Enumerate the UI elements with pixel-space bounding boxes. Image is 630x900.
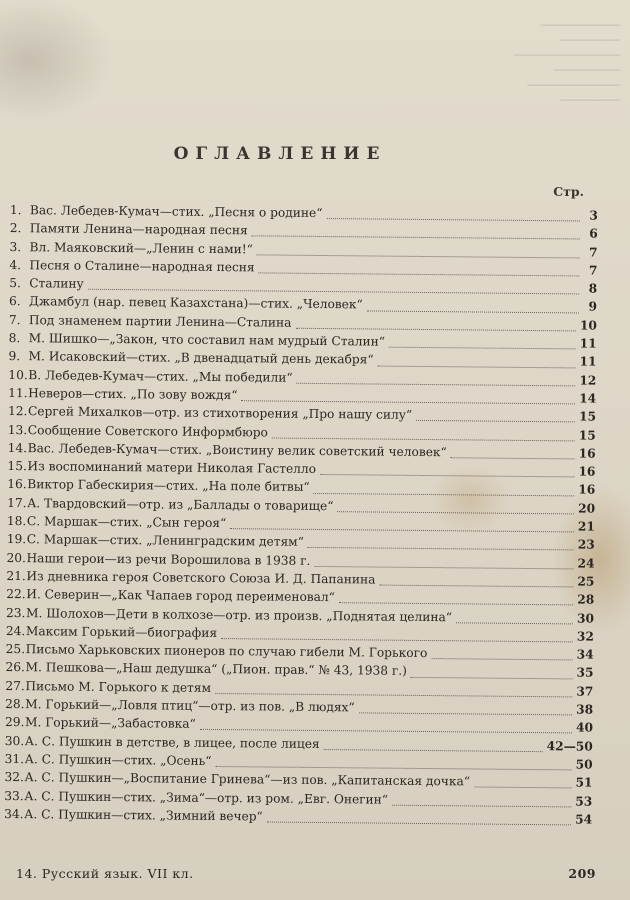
toc-entry-title: Сталину [29,276,84,291]
toc-entry-number: 32. [4,770,24,785]
toc-entry-page: 15 [578,428,596,443]
toc-entry-page: 10 [579,318,597,333]
toc-dot-leader [474,786,572,789]
toc-entry-number: 19. [6,532,27,547]
toc-dot-leader [456,621,573,624]
toc-dot-leader [314,565,573,569]
toc-entry-page: 6 [589,226,598,241]
toc-entry-number: 10. [8,367,28,382]
toc-dot-leader [367,309,579,313]
toc-entry-number: 7. [8,312,21,327]
toc-entry-number: 9. [8,349,21,364]
page-column-label: Стр. [553,184,584,199]
toc-entry-page: 34 [576,647,594,662]
toc-dot-leader [200,728,572,734]
toc-entry-page: 20 [578,501,596,516]
toc-entry-number: 17. [7,495,27,510]
toc-dot-leader [378,364,576,368]
toc-entry-page: 50 [575,757,593,772]
toc-entry-page: 37 [576,684,594,699]
toc-entry-title: Памяти Ленина—народная песня [29,221,248,238]
toc-entry-page: 24 [577,556,595,571]
toc-dot-leader [259,271,580,276]
toc-dot-leader [241,399,575,404]
toc-entry-title: Сергей Михалков—отр. из стихотворения „Про нашу силу“ [27,404,413,423]
signature-mark: 14. Русский язык. VII кл. [16,866,194,881]
toc-entry-number: 23. [6,605,26,620]
toc-entry-page: 16 [578,464,596,479]
toc-dot-leader [326,217,579,221]
toc-dot-leader [411,675,573,679]
toc-entry-page: 38 [576,702,594,717]
toc-entry-title: А. С. Пушкин—стих. „Зимний вечер“ [24,806,263,824]
toc-entry-title: С. Маршак—стих. „Ленинградским детям“ [26,532,304,550]
toc-entry-page: 30 [577,610,595,626]
toc-entry-title: Из дневника героя Советского Союза И. Д. Папанина [26,569,376,587]
toc-entry-number: 16. [7,477,27,492]
toc-dot-leader [267,820,571,825]
toc-entry-title: А. С. Пушкин—„Воспитание Гринева“—из пов. „Капитанская дочка“ [24,770,471,789]
toc-dot-leader [257,253,580,258]
toc-entry-title: М. Шишко—„Закон, что составил нам мудрый Сталин“ [28,331,386,349]
toc-entry-title: М. Шолохов—Дети в колхозе—отр. из произв. „Поднятая целина“ [26,605,453,624]
toc-dot-leader [230,527,574,532]
toc-entry-number: 12. [7,404,28,419]
toc-entry-number: 8. [8,331,21,346]
toc-entry-number: 30. [4,733,25,748]
toc-entry-page: 28 [577,592,595,607]
table-of-contents [4,203,598,831]
toc-entry-page: 16 [578,446,596,461]
toc-entry-page: 7 [588,263,598,278]
toc-dot-leader [389,346,576,350]
toc-entry-number: 34. [4,806,24,821]
toc-entry-number: 28. [5,696,25,712]
toc-entry-title: Песня о Сталине—народная песня [29,258,255,275]
toc-dot-leader [308,546,574,551]
toc-entry-number: 3. [9,239,22,254]
toc-entry-number: 14. [7,440,28,456]
toc-entry-number: 13. [7,422,28,437]
toc-dot-leader [451,456,575,459]
toc-dot-leader [359,712,573,716]
toc-entry-title: Неверов—стих. „По зову вождя“ [28,386,238,403]
toc-entry-page: 8 [588,281,598,296]
toc-entry-page: 21 [577,519,595,534]
toc-entry-title: Сообщение Советского Информбюро [27,422,268,440]
toc-entry-number: 22. [6,587,26,602]
toc-entry-title: М. Исаковский—стих. „В двенадцатый день декабря“ [28,349,374,367]
toc-entry-page: 9 [588,300,598,315]
toc-entry-page: 35 [576,665,594,681]
toc-entry-title: Письмо Харьковских пионеров по случаю гибели М. Горького [25,642,428,661]
bleed-through-text: ──────────── ───────── ──────────────── ────────── ────────────── ───────── [514,19,620,107]
toc-entry-title: Под знаменем партии Ленина—Сталина [28,312,292,330]
toc-dot-leader [416,419,575,423]
toc-entry-title: А. С. Пушкин—стих. „Зима“—отр. из ром. „Евг. Онегин“ [24,788,389,807]
toc-entry-title: М. Пешкова—„Наш дедушка“ („Пион. прав.“ № 43, 1938 г.) [25,660,408,679]
toc-entry-page: 54 [575,812,593,827]
toc-entry-number: 15. [7,459,27,474]
toc-dot-leader [392,803,571,807]
toc-entry-page: 16 [578,482,596,498]
toc-entry-title: Из воспоминаний матери Николая Гастелло [27,459,317,477]
toc-entry-page: 25 [577,574,595,589]
toc-entry-title: М. Горький—„Забастовка“ [24,715,196,732]
toc-entry-number: 1. [9,203,22,218]
toc-entry-title: Максим Горький—биография [25,624,218,640]
toc-dot-leader [272,436,575,441]
toc-entry-title: Вас. Лебедев-Кумач—стих. „Воистину велик советский человек“ [27,441,447,460]
toc-entry-number: 25. [5,642,26,657]
toc-entry-number: 11. [8,385,28,401]
toc-entry-number: 18. [6,514,27,529]
toc-entry-title: С. Маршак—стих. „Сын героя“ [26,514,227,531]
toc-entry-title: Виктор Габескирия—стих. „На поле битвы“ [27,477,310,495]
toc-dot-leader [297,382,576,387]
toc-dot-leader [215,692,572,697]
toc-entry-page: 3 [589,208,598,223]
toc-entry-page: 11 [579,336,597,351]
toc-entry-number: 29. [4,715,25,730]
toc-entry-number: 27. [5,678,25,693]
toc-entry-number: 20. [6,550,27,565]
toc-entry-title: И. Северин—„Как Чапаев город переименовал“ [26,587,336,605]
toc-dot-leader [221,637,573,642]
toc-entry-number: 6. [8,294,21,309]
toc-dot-leader [431,657,572,660]
toc-entry-number: 5. [9,276,21,291]
toc-entry-title: Вл. Маяковский—„Ленин с нами!“ [29,239,253,256]
toc-entry-number: 4. [9,257,22,272]
toc-entry-title: Письмо М. Горького к детям [25,678,212,695]
toc-entry-number: 24. [5,623,26,638]
toc-entry-title: А. С. Пушкин—стих. „Осень“ [24,752,212,768]
toc-entry-page: 15 [578,409,597,424]
toc-entry-title: Джамбул (нар. певец Казахстана)—стих. „Человек“ [28,294,363,312]
toc-entry-title: Наши герои—из речи Ворошилова в 1938 г. [26,550,311,568]
toc-entry-number: 21. [6,568,26,584]
toc-entry-page: 14 [579,391,597,406]
toc-entry-title: М. Горький—„Ловля птиц“—отр. из пов. „В людях“ [25,697,355,715]
toc-dot-leader [324,748,543,752]
toc-dot-leader [320,473,574,477]
toc-entry-page: 23 [577,537,595,552]
toc-entry-number: 33. [4,788,24,803]
page-heading: ОГЛАВЛЕНИЕ [173,144,387,164]
page-number: 209 [568,866,596,881]
toc-dot-leader [314,492,575,497]
toc-dot-leader [339,602,573,606]
toc-entry-title: А. С. Пушкин в детстве, в лицее, после лицея [24,733,320,751]
toc-entry-page: 53 [575,793,593,809]
toc-dot-leader [252,235,580,240]
toc-dot-leader [337,510,574,514]
toc-entry-page: 7 [589,245,598,260]
toc-entry-number: 31. [4,751,25,767]
toc-entry-number: 26. [5,660,25,675]
toc-entry-page: 12 [579,373,597,388]
toc-entry-page: 42—50 [546,738,593,754]
toc-entry-title: Вас. Лебедев-Кумач—стих. „Песня о родине“ [29,203,323,220]
toc-entry-page: 11 [579,354,597,370]
page-footer [16,866,596,881]
toc-dot-leader [295,327,575,332]
toc-entry-page: 40 [575,720,594,735]
toc-dot-leader [215,765,571,770]
toc-dot-leader [379,584,573,588]
toc-entry-title: В. Лебедев-Кумач—стих. „Мы победили“ [28,367,293,385]
toc-entry-page: 51 [575,775,593,790]
toc-entry-number: 2. [9,221,22,236]
toc-entry-title: А. Твардовский—отр. из „Баллады о товарище“ [27,495,334,513]
toc-entry-page: 32 [576,629,594,644]
toc-dot-leader [88,288,579,295]
